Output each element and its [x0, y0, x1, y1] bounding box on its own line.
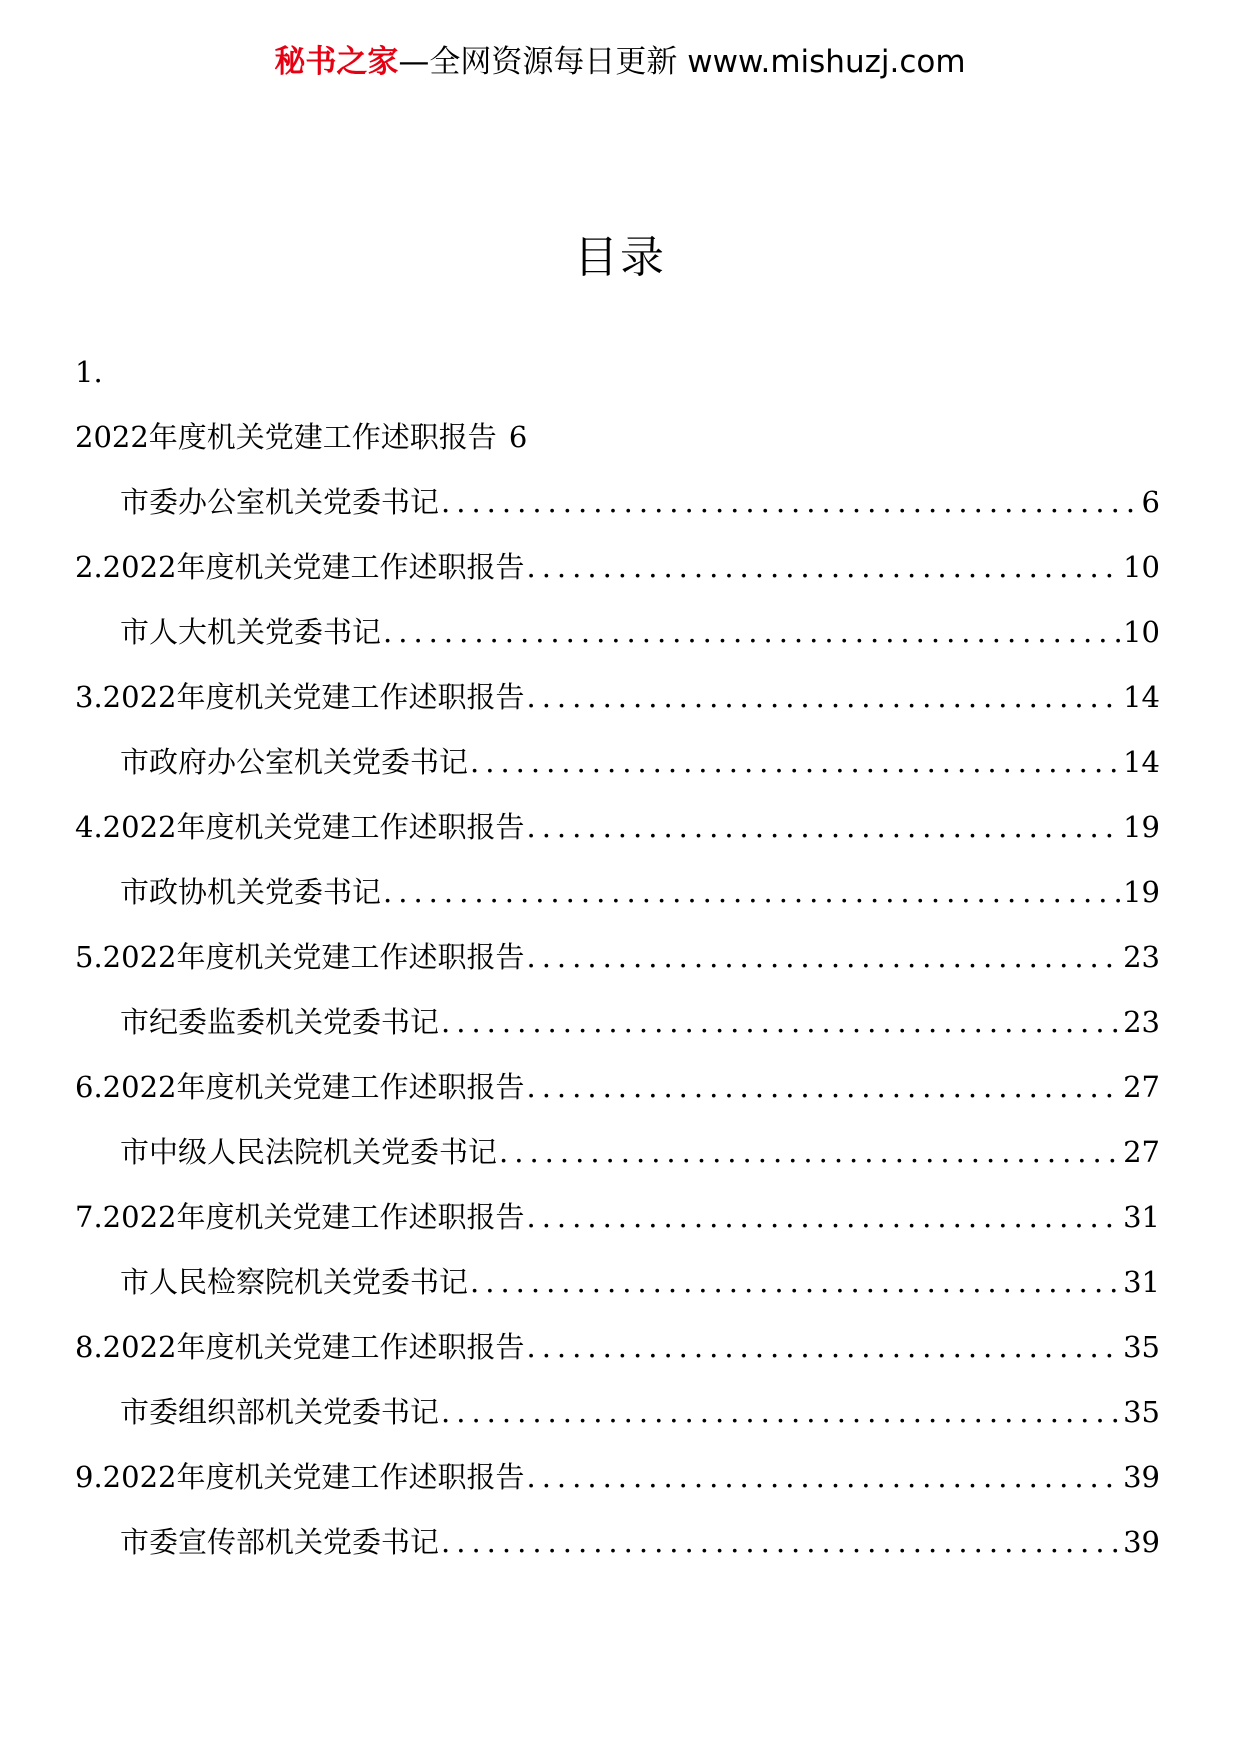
toc-dot-leader — [441, 1520, 1121, 1564]
table-of-contents — [75, 350, 1160, 1585]
toc-page-number: 31 — [1123, 1200, 1160, 1234]
toc-page-number: 10 — [1123, 550, 1160, 584]
toc-dot-leader — [441, 480, 1140, 524]
toc-dot-leader — [526, 935, 1121, 979]
toc-page-number: 14 — [1123, 680, 1160, 714]
toc-page-number: 39 — [1123, 1460, 1160, 1494]
toc-entry-text: 9.2022年度机关党建工作述职报告 — [75, 1460, 525, 1494]
toc-page-number: 35 — [1123, 1395, 1160, 1429]
toc-entry-text: 市委组织部机关党委书记 — [120, 1395, 440, 1429]
toc-entry[interactable] — [75, 1260, 1160, 1325]
toc-entry[interactable] — [75, 1520, 1160, 1585]
toc-dot-leader — [526, 545, 1121, 589]
toc-dot-leader — [441, 1390, 1121, 1434]
toc-entry[interactable] — [75, 610, 1160, 675]
toc-entry[interactable] — [75, 675, 1160, 740]
toc-entry[interactable] — [75, 1130, 1160, 1195]
toc-entry — [75, 350, 1160, 415]
toc-dot-leader — [441, 1000, 1121, 1044]
toc-entry[interactable] — [75, 415, 1160, 480]
toc-page-number: 19 — [1123, 810, 1160, 844]
toc-page-number: 10 — [1123, 615, 1160, 649]
toc-page-number: 39 — [1123, 1525, 1160, 1559]
header-tagline[interactable]: —全网资源每日更新 www.mishuzj.com — [398, 44, 966, 80]
toc-entry[interactable] — [75, 805, 1160, 870]
toc-entry[interactable] — [75, 870, 1160, 935]
toc-entry-text: 5.2022年度机关党建工作述职报告 — [75, 940, 525, 974]
toc-dot-leader — [470, 740, 1121, 784]
toc-page-number: 23 — [1123, 940, 1160, 974]
toc-entry-text: 市中级人民法院机关党委书记 — [120, 1135, 498, 1169]
toc-page-number: 31 — [1123, 1265, 1160, 1299]
toc-entry[interactable] — [75, 1325, 1160, 1390]
toc-dot-leader — [526, 1195, 1121, 1239]
toc-entry-text: 7.2022年度机关党建工作述职报告 — [75, 1200, 525, 1234]
toc-entry-text: 市政府办公室机关党委书记 — [120, 745, 469, 779]
toc-page-number: 14 — [1123, 745, 1160, 779]
toc-entry-text: 市委办公室机关党委书记 — [120, 485, 440, 519]
page-header — [0, 40, 1240, 84]
toc-entry[interactable] — [75, 1065, 1160, 1130]
toc-entry-text: 市人大机关党委书记 — [120, 615, 382, 649]
toc-entry-text: 8.2022年度机关党建工作述职报告 — [75, 1330, 525, 1364]
toc-dot-leader — [383, 610, 1121, 654]
toc-page-number: 27 — [1123, 1070, 1160, 1104]
toc-entry-text: 市纪委监委机关党委书记 — [120, 1005, 440, 1039]
toc-dot-leader — [499, 1130, 1121, 1174]
toc-entry-text: 市委宣传部机关党委书记 — [120, 1525, 440, 1559]
toc-dot-leader — [526, 1065, 1121, 1109]
toc-page-number: 19 — [1123, 875, 1160, 909]
toc-dot-leader — [526, 675, 1121, 719]
toc-dot-leader — [470, 1260, 1121, 1304]
toc-dot-leader — [526, 1455, 1121, 1499]
toc-page-number: 6 — [1141, 485, 1160, 519]
toc-page-number: 6 — [508, 420, 528, 454]
toc-page-number: 35 — [1123, 1330, 1160, 1364]
toc-entry-text: 3.2022年度机关党建工作述职报告 — [75, 680, 525, 714]
toc-entry[interactable] — [75, 1000, 1160, 1065]
toc-entry-text: 市政协机关党委书记 — [120, 875, 382, 909]
toc-dot-leader — [383, 870, 1121, 914]
toc-entry-text: 市人民检察院机关党委书记 — [120, 1265, 469, 1299]
toc-page-number: 23 — [1123, 1005, 1160, 1039]
toc-entry[interactable] — [75, 740, 1160, 805]
toc-entry[interactable] — [75, 935, 1160, 1000]
toc-entry-text: 1. — [75, 355, 103, 389]
toc-entry-text: 2022年度机关党建工作述职报告 — [75, 420, 497, 454]
brand-name: 秘书之家 — [274, 44, 399, 80]
toc-entry[interactable] — [75, 1195, 1160, 1260]
toc-page-number: 27 — [1123, 1135, 1160, 1169]
toc-dot-leader — [526, 805, 1121, 849]
document-title: 目录 — [574, 232, 666, 283]
toc-entry[interactable] — [75, 1390, 1160, 1455]
toc-entry[interactable] — [75, 545, 1160, 610]
toc-entry[interactable] — [75, 1455, 1160, 1520]
toc-entry[interactable] — [75, 480, 1160, 545]
toc-dot-leader — [526, 1325, 1121, 1369]
toc-entry-text: 2.2022年度机关党建工作述职报告 — [75, 550, 525, 584]
toc-entry-text: 4.2022年度机关党建工作述职报告 — [75, 810, 525, 844]
toc-entry-text: 6.2022年度机关党建工作述职报告 — [75, 1070, 525, 1104]
